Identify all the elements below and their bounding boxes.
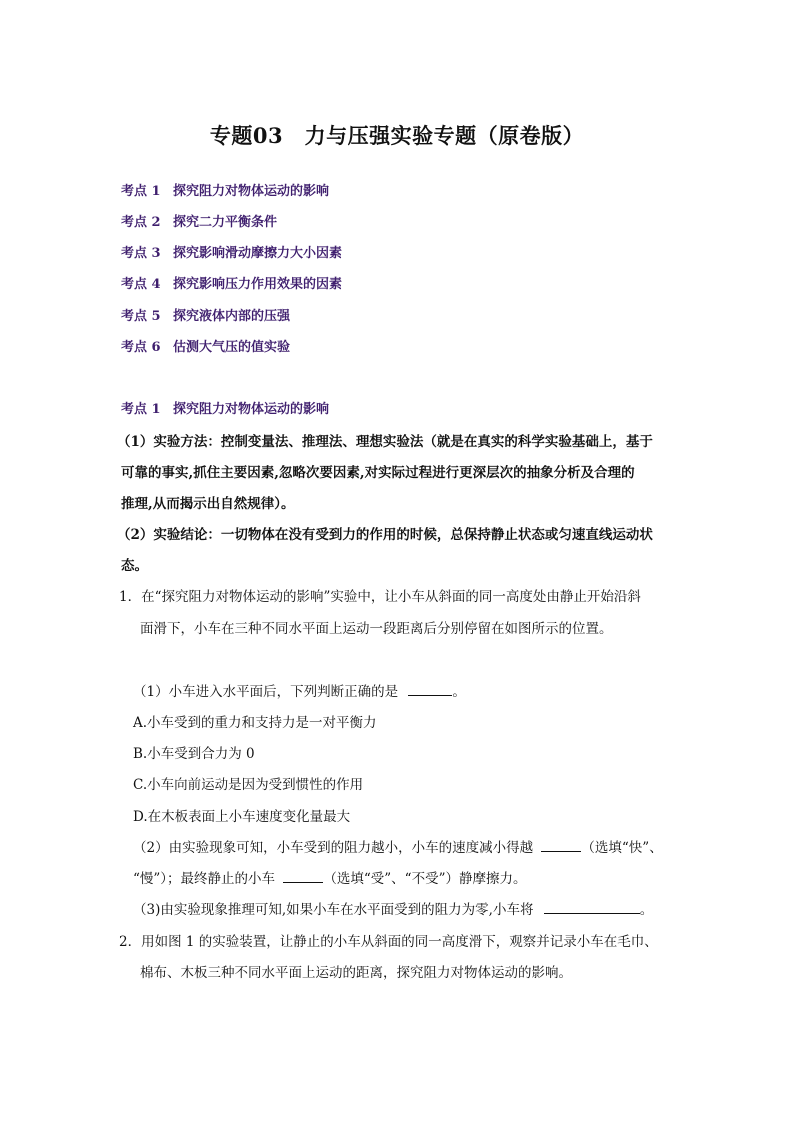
- toc-item: [121, 336, 290, 355]
- toc-item-text: 探究影响滑动摩擦力大小因素: [173, 246, 343, 261]
- sub1-text: （1）小车进入水平面后，下列判断正确的是: [133, 684, 399, 700]
- toc-item: [121, 305, 290, 324]
- toc-item-number: 考点 6: [121, 340, 161, 355]
- sub3-text: （3)由实验现象推理可知,如果小车在水平面受到的阻力为零,小车将: [133, 902, 534, 918]
- toc-item-text: 探究二力平衡条件: [173, 215, 278, 230]
- toc-item-text: 探究影响压力作用效果的因素: [173, 277, 343, 292]
- toc-item: [121, 211, 277, 230]
- sub1-end: 。: [452, 684, 466, 700]
- question-1-sub2-cont: [133, 867, 526, 887]
- section-heading: [121, 398, 329, 417]
- sub2-choice: （选填“快”、: [581, 840, 663, 856]
- question-1-sub1: [133, 680, 466, 700]
- toc-item-text: 估测大气压的值实验: [173, 340, 291, 355]
- conclusion-line: 态。: [121, 558, 148, 574]
- method-line: （1）实验方法：控制变量法、推理法、理想实验法（就是在真实的科学实验基础上，基于: [117, 434, 653, 450]
- section-number: 考点 1: [121, 402, 161, 417]
- answer-blank[interactable]: [544, 900, 640, 914]
- answer-blank[interactable]: [408, 682, 452, 696]
- toc-item: [121, 180, 329, 199]
- toc-item-number: 考点 5: [121, 309, 161, 324]
- method-line: 可靠的事实,抓住主要因素,忽略次要因素,对实际过程进行更深层次的抽象分析及合理的: [121, 465, 635, 481]
- sub2-cont-choice: （选填“受”、“不受”）静摩擦力。: [323, 871, 527, 887]
- toc-item-number: 考点 2: [121, 215, 161, 230]
- toc-item-number: 考点 1: [121, 184, 161, 199]
- toc-item: [121, 242, 342, 261]
- question-2-line: 棉布、木板三种不同水平面上运动的距离，探究阻力对物体运动的影响。: [140, 965, 572, 981]
- method-line: 推理,从而揭示出自然规律）。: [121, 496, 295, 512]
- sub3-end: 。: [639, 902, 654, 918]
- sub2-text: （2）由实验现象可知，小车受到的阻力越小，小车的速度减小得越: [133, 840, 534, 856]
- option-b: B.小车受到合力为 0: [133, 746, 255, 762]
- option-a: A.小车受到的重力和支持力是一对平衡力: [133, 715, 377, 731]
- section-title: 探究阻力对物体运动的影响: [173, 402, 330, 417]
- question-1-sub2: [133, 836, 663, 856]
- question-1-line: 1．在“探究阻力对物体运动的影响”实验中，让小车从斜面的同一高度处由静止开始沿斜: [119, 589, 641, 605]
- page-title: 专题03 力与压强实验专题（原卷版）: [209, 123, 585, 148]
- question-1-line: 面滑下，小车在三种不同水平面上运动一段距离后分别停留在如图所示的位置。: [140, 621, 613, 637]
- toc-item-text: 探究阻力对物体运动的影响: [173, 184, 330, 199]
- question-2-line: 2．用如图 1 的实验装置，让静止的小车从斜面的同一高度滑下，观察并记录小车在毛巾、: [119, 934, 658, 950]
- toc-item-text: 探究液体内部的压强: [173, 309, 291, 324]
- option-c: C.小车向前运动是因为受到惯性的作用: [133, 777, 364, 793]
- question-1-sub3: [133, 898, 653, 918]
- conclusion-line: （2）实验结论：一切物体在没有受到力的作用的时候，总保持静止状态或匀速直线运动状: [117, 527, 653, 543]
- option-d: D.在木板表面上小车速度变化量最大: [133, 809, 351, 825]
- toc-item-number: 考点 3: [121, 246, 161, 261]
- toc-item-number: 考点 4: [121, 277, 161, 292]
- toc-item: [121, 273, 342, 292]
- answer-blank[interactable]: [283, 869, 323, 883]
- sub2-cont-text: “慢”）；最终静止的小车: [133, 871, 276, 887]
- answer-blank[interactable]: [541, 838, 581, 852]
